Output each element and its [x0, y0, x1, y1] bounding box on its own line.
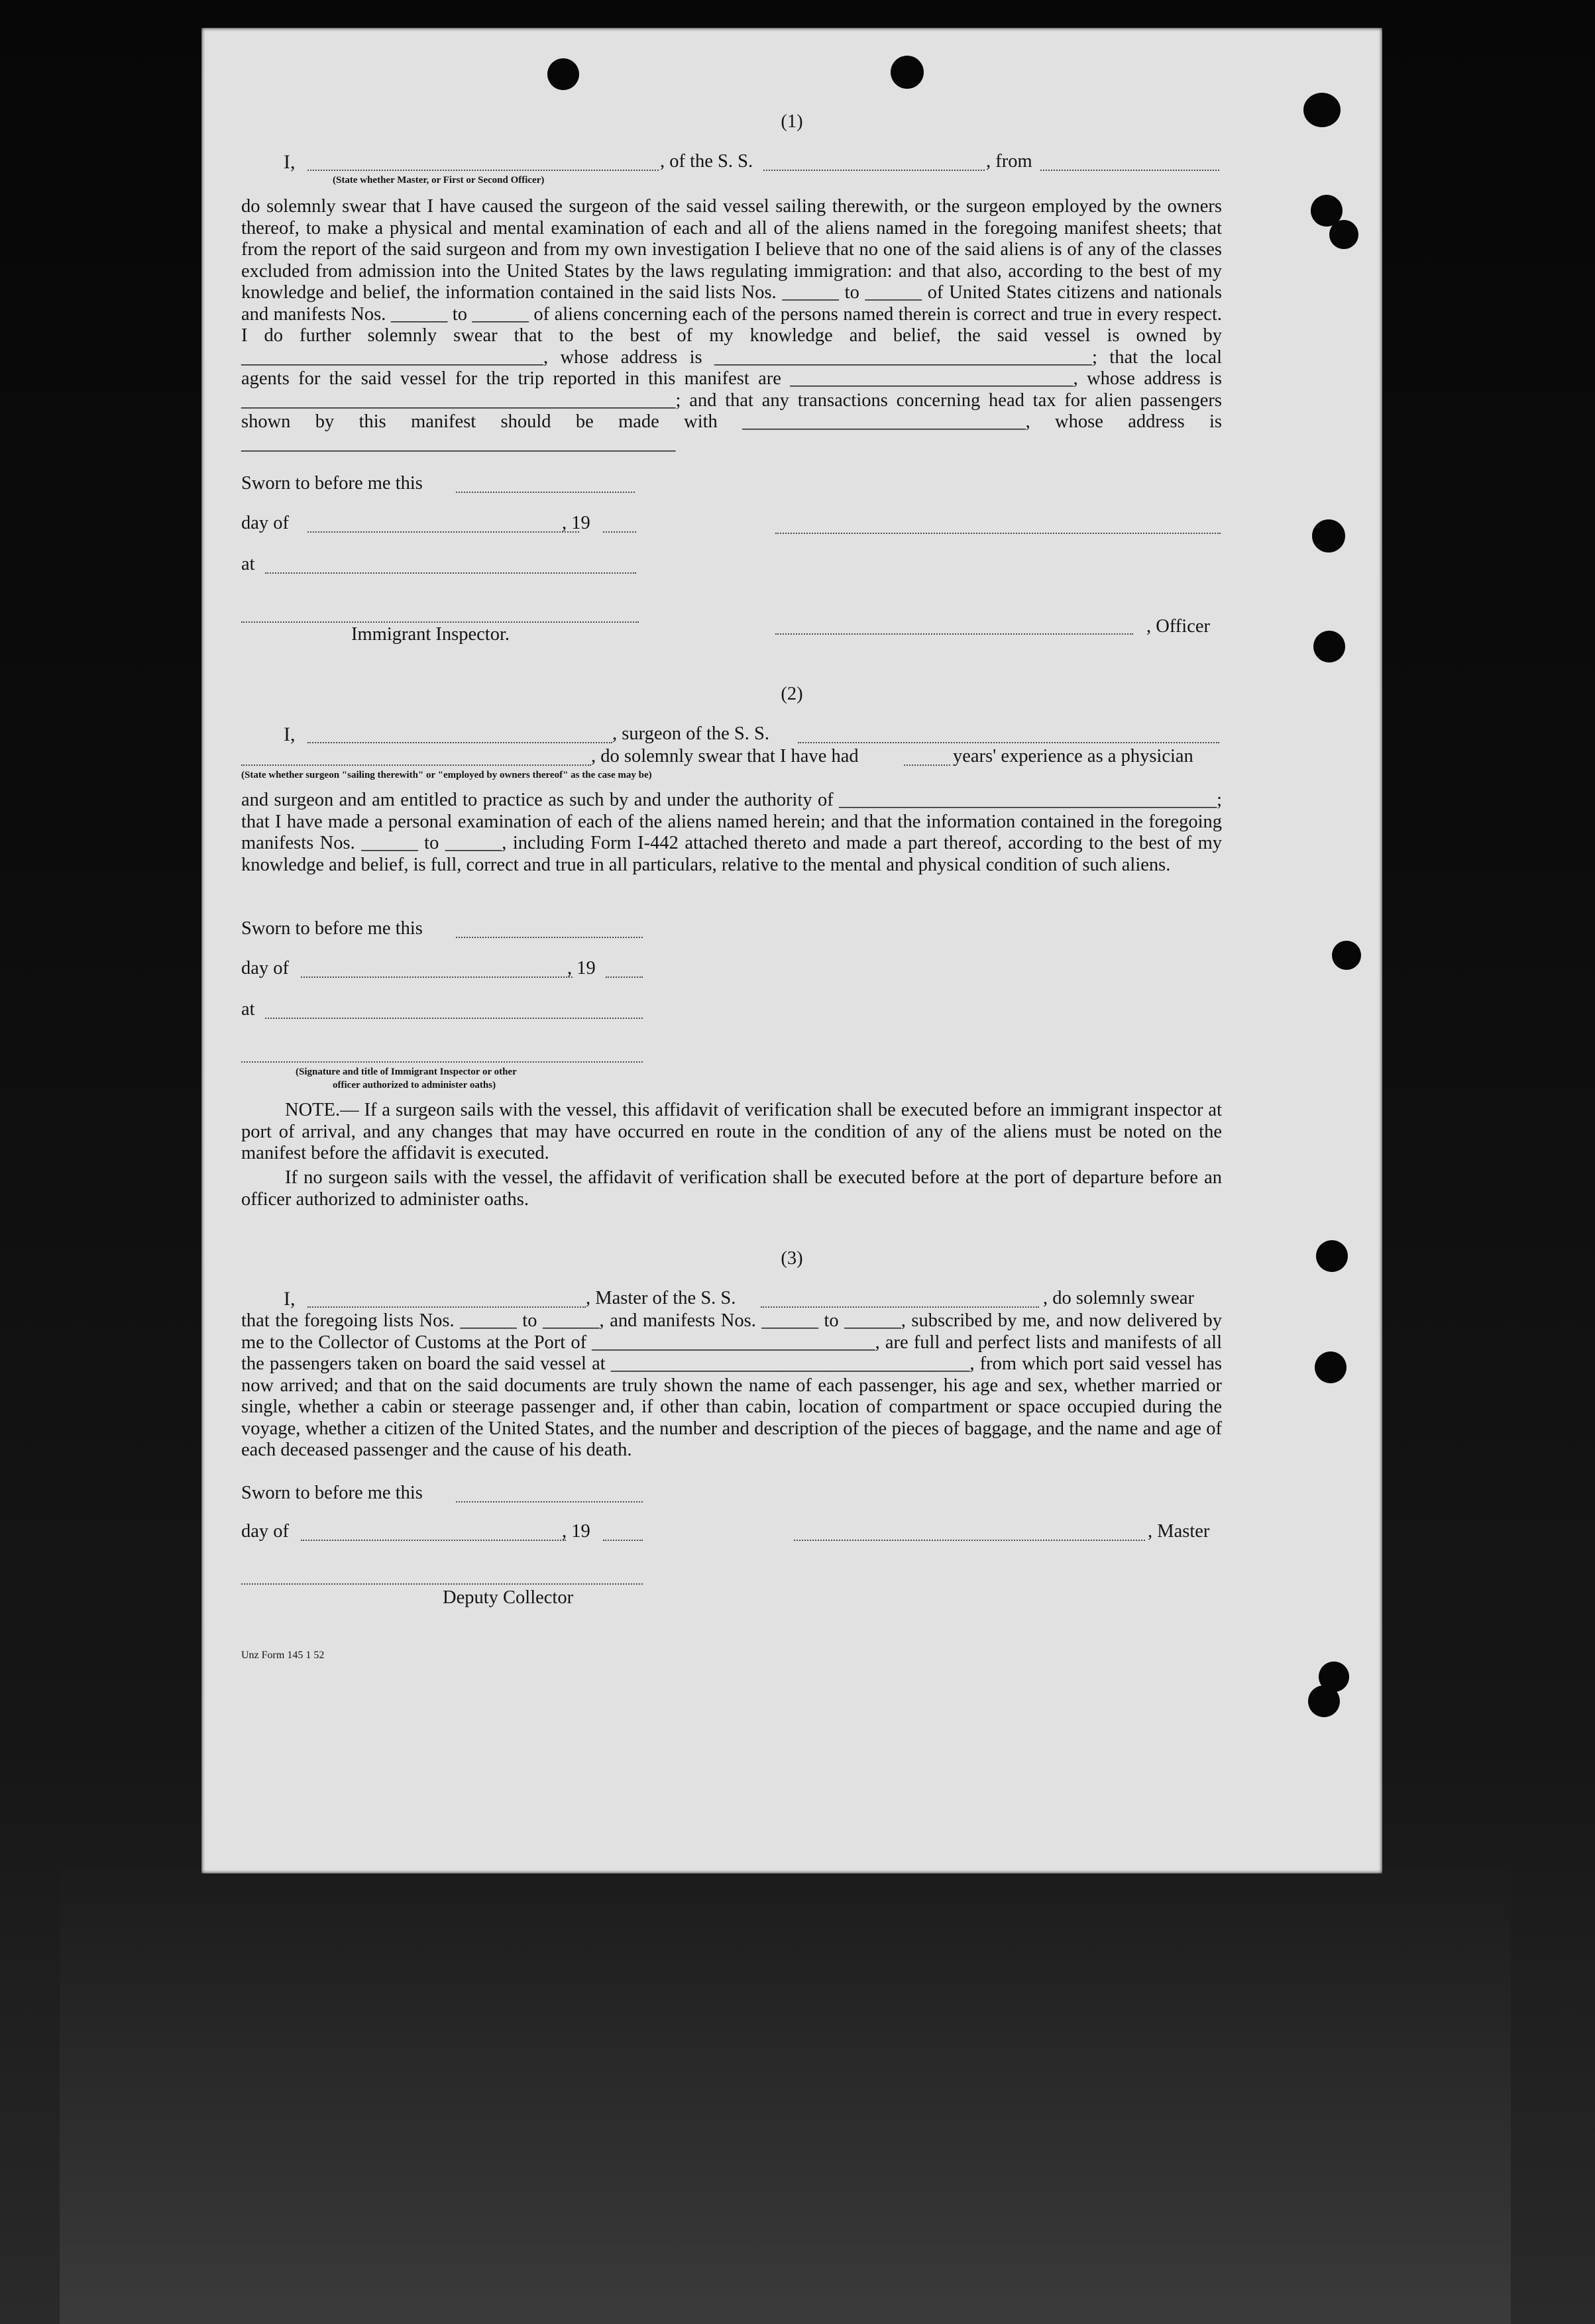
section-1-year-label: , 19: [562, 513, 590, 533]
section-1-from-label: , from: [986, 151, 1032, 172]
section-2-sworn-label: Sworn to before me this: [241, 918, 423, 939]
master-name-field[interactable]: [307, 1306, 586, 1308]
punch-hole: [1312, 519, 1345, 553]
day-field[interactable]: [307, 531, 579, 533]
signature-note-line-2: officer authorized to administer oaths): [333, 1080, 496, 1090]
vessel-name-field[interactable]: [763, 170, 985, 171]
note-paragraph-2: If no surgeon sails with the vessel, the affidavit of verification shall be executed before at the port of departure before an officer authorized to administer oaths.: [241, 1167, 1222, 1210]
section-3-swear-label: , do solemnly swear: [1043, 1288, 1194, 1308]
inspector-signature-field[interactable]: [241, 621, 639, 623]
section-3-sworn-label: Sworn to before me this: [241, 1483, 423, 1503]
section-1-day-label: day of: [241, 513, 290, 533]
master-name-field[interactable]: [307, 170, 659, 171]
officer-title-field[interactable]: [775, 633, 1133, 635]
section-3-day-label: day of: [241, 1521, 290, 1542]
years-experience-field[interactable]: [904, 765, 950, 766]
year-field[interactable]: [603, 1540, 643, 1541]
section-3-number: (3): [781, 1248, 803, 1269]
section-1-oath-paragraph: do solemnly swear that I have caused the surgeon of the said vessel sailing therewith, or the surgeon employed by the owners thereof, to make a physical and mental examination of each and all of the aliens named in the foregoing manifest sheets; that from the report of the said surgeon and from my own investigation I believe that no one of the said aliens is of any of the classes excluded from admission into the United States by the laws regulating immigration: and that also, according to the best of my knowledge and belief, the information contained in the said lists Nos. ______ to ______ of United States citizens and nationals and manifests Nos. ______ to ______ of aliens concerning each of the persons named therein is correct and true in every respect. I do further solemnly swear that to the best of my knowledge and belief, the said vessel is owned by ________________________________, whose address is ________________________________________; that the local agents for the said vessel for the trip reported in this manifest are ______________________________, whose address is ______________________________________________; and that any transactions concerning head tax for alien passengers shown by this manifest should be made with ______________________________, whose address is ______________________________________________: [241, 196, 1222, 454]
section-1-officer-note: (State whether Master, or First or Second Officer): [333, 175, 545, 185]
section-1-at-label: at: [241, 554, 255, 574]
punch-hole: [1332, 941, 1361, 970]
affidavit-form-page: [201, 28, 1382, 1874]
section-3-oath-paragraph: that the foregoing lists Nos. ______ to ______, and manifests Nos. ______ to ______, subscribed by me, and now delivered by me to the Collector of Customs at the Port of ______________________________, are full and perfect lists and manifests of all the passengers taken on board the said vessel at ______________________________________, from which port said vessel has now arrived; and that on the said documents are truly shown the name of each passenger, his age and sex, whether married or single, whether a cabin or steerage passenger and, if other than cabin, location of compartment or space occupied during the voyage, whether a citizen of the United States, and the number and description of the pieces of baggage, and the name and age of each deceased passenger and the cause of his death.: [241, 1310, 1222, 1460]
deputy-collector-label: Deputy Collector: [443, 1587, 574, 1608]
officer-signature-field[interactable]: [775, 533, 1221, 534]
section-2-oath-paragraph: and surgeon and am entitled to practice as such by and under the authority of ________________________________________; that I have made a personal examination of each of the aliens named herein; and that the information contained in the foregoing manifests Nos. ______ to ______, including Form I-442 attached thereto and made a part thereof, according to the best of my knowledge and belief, is full, correct and true in all particulars, relative to the mental and physical condition of such aliens.: [241, 790, 1222, 875]
section-1-number: (1): [781, 111, 803, 132]
sworn-date-field[interactable]: [456, 492, 635, 493]
section-2-surgeon-note: (State whether surgeon "sailing therewith" or "employed by owners thereof" as the case may be): [241, 770, 652, 780]
immigrant-inspector-label: Immigrant Inspector.: [351, 624, 510, 645]
section-2-years-label: years' experience as a physician: [953, 746, 1193, 766]
signature-note-line-1: (Signature and title of Immigrant Inspector or other: [296, 1067, 517, 1077]
year-field[interactable]: [606, 977, 643, 978]
punch-hole: [891, 56, 924, 89]
form-number-label: Unz Form 145 1 52: [241, 1650, 325, 1661]
punch-hole: [1329, 220, 1358, 249]
departure-port-field[interactable]: [1040, 170, 1219, 171]
master-signature-field[interactable]: [794, 1540, 1145, 1541]
punch-hole: [1308, 1685, 1340, 1717]
surgeon-name-field[interactable]: [307, 742, 612, 743]
section-2-day-label: day of: [241, 958, 290, 978]
section-3-i-label: I,: [284, 1288, 296, 1310]
sworn-date-field[interactable]: [456, 1501, 643, 1503]
section-2-swear-label: , do solemnly swear that I have had: [591, 746, 859, 766]
section-2-at-label: at: [241, 999, 255, 1020]
surgeon-status-field[interactable]: [241, 765, 591, 766]
section-1-sworn-label: Sworn to before me this: [241, 473, 423, 494]
master-signature-label: , Master: [1148, 1521, 1210, 1542]
vessel-name-field[interactable]: [761, 1306, 1039, 1308]
deputy-collector-signature-field[interactable]: [241, 1583, 643, 1585]
day-field[interactable]: [301, 977, 573, 978]
sworn-date-field[interactable]: [456, 937, 643, 938]
year-field[interactable]: [603, 531, 636, 533]
at-place-field[interactable]: [265, 572, 636, 574]
section-3-master-label: , Master of the S. S.: [586, 1288, 736, 1308]
film-margin: [60, 1868, 1511, 2324]
section-2-surgeon-label: , surgeon of the S. S.: [612, 723, 769, 744]
section-2-year-label: , 19: [567, 958, 596, 978]
officer-label: , Officer: [1146, 616, 1211, 637]
section-2-i-label: I,: [284, 723, 296, 745]
punch-hole: [1315, 1351, 1347, 1383]
surgeon-vessel-field[interactable]: [798, 742, 1219, 743]
section-1-i-label: I,: [284, 151, 296, 173]
at-place-field[interactable]: [265, 1018, 643, 1019]
section-1-ss-label: , of the S. S.: [660, 151, 753, 172]
section-2-number: (2): [781, 684, 803, 704]
punch-hole: [1313, 631, 1345, 662]
section-3-year-label: , 19: [562, 1521, 590, 1542]
note-paragraph-1: NOTE.— If a surgeon sails with the vessel, this affidavit of verification shall be executed before an immigrant inspector at port of arrival, and any changes that may have occurred en route in the condition of any of the aliens must be noted on the manifest before the affidavit is executed.: [241, 1100, 1222, 1163]
punch-hole: [547, 58, 579, 90]
day-field[interactable]: [301, 1540, 566, 1541]
oath-officer-signature-field[interactable]: [241, 1061, 643, 1063]
